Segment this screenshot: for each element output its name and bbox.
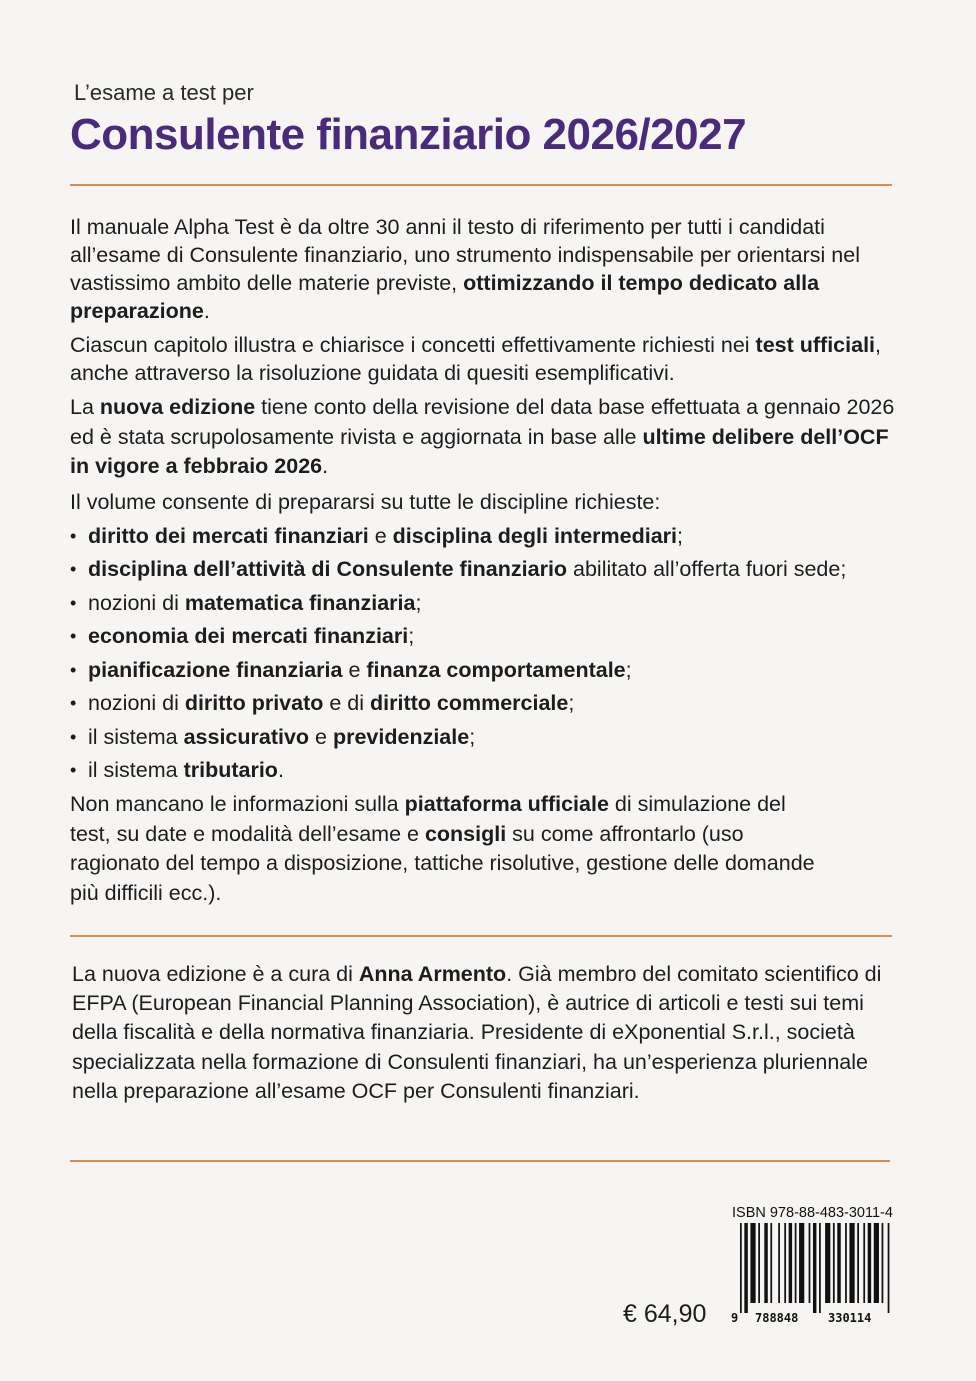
- barcode-icon: [740, 1223, 892, 1313]
- outro-paragraph: Non mancano le informazioni sulla piattaforma ufficiale di simulazione del test, su date e modalità dell’esame e consigli su come affrontarlo (uso ragionato del tempo a disposizione, tattiche risolutive, gestione delle domande più difficili ecc.).: [70, 792, 815, 905]
- list-item: • diritto dei mercati finanziari e disciplina degli intermediari;: [70, 522, 900, 550]
- author-name: Anna Armento: [358, 962, 507, 986]
- divider-middle: [70, 935, 892, 937]
- disciplines-list: [70, 522, 900, 785]
- isbn-label: ISBN 978-88-483-3011-4: [732, 1205, 893, 1221]
- list-item: • disciplina dell’attività di Consulente finanziario abilitato all’offerta fuori sede;: [70, 555, 900, 583]
- divider-bottom: [70, 1160, 890, 1162]
- barcode-right-digits: 330114: [828, 1311, 872, 1325]
- list-item: • pianificazione finanziaria e finanza comportamentale;: [70, 656, 900, 684]
- list-item: • nozioni di diritto privato e di diritto commerciale;: [70, 689, 900, 717]
- price: € 64,90: [623, 1300, 707, 1328]
- list-item: • economia dei mercati finanziari;: [70, 622, 900, 650]
- book-title: Consulente finanziario 2026/2027: [70, 110, 747, 159]
- author-paragraph: La nuova edizione è a cura di Anna Armento. Già membro del comitato scientifico di EFPA (European Financial Planning Association), è autrice di articoli e testi sui temi della fiscalità e della normativa finanziaria. Presidente di eXponential S.r.l., società specializzata nella formazione di Consulenti finanziari, ha un’esperienza pluriennale nella preparazione all’esame OCF per Consulenti finanziari.: [72, 962, 882, 1103]
- author-note: [72, 960, 894, 1106]
- intro-paragraph-2: Ciascun capitolo illustra e chiarisce i concetti effettivamente richiesti nei test ufficiali, anche attraverso la risoluzione guidata di quesiti esemplificativi.: [70, 333, 881, 385]
- list-item: • il sistema assicurativo e previdenziale;: [70, 723, 900, 751]
- description: [70, 213, 900, 914]
- list-item: • il sistema tributario.: [70, 756, 900, 784]
- intro-paragraph-4: Il volume consente di prepararsi su tutte le discipline richieste:: [70, 489, 661, 514]
- barcode-lead-digit: 9: [731, 1311, 739, 1325]
- divider-top: [70, 184, 892, 186]
- intro-paragraph-3: La nuova edizione tiene conto della revisione del data base effettuata a gennaio 2026 ed è stata scrupolosamente rivista e aggiornata in base alle ultime delibere dell’OCF in vigore a febbraio 2026.: [70, 395, 895, 478]
- list-item: • nozioni di matematica finanziaria;: [70, 589, 900, 617]
- barcode-left-digits: 788848: [755, 1311, 799, 1325]
- kicker-text: L’esame a test per: [74, 80, 254, 105]
- intro-paragraph-1: Il manuale Alpha Test è da oltre 30 anni il testo di riferimento per tutti i candidati all’esame di Consulente finanziario, uno strumento indispensabile per orientarsi nel vastissimo ambito delle materie previste, ottimizzando il tempo dedicato alla preparazione.: [70, 215, 860, 323]
